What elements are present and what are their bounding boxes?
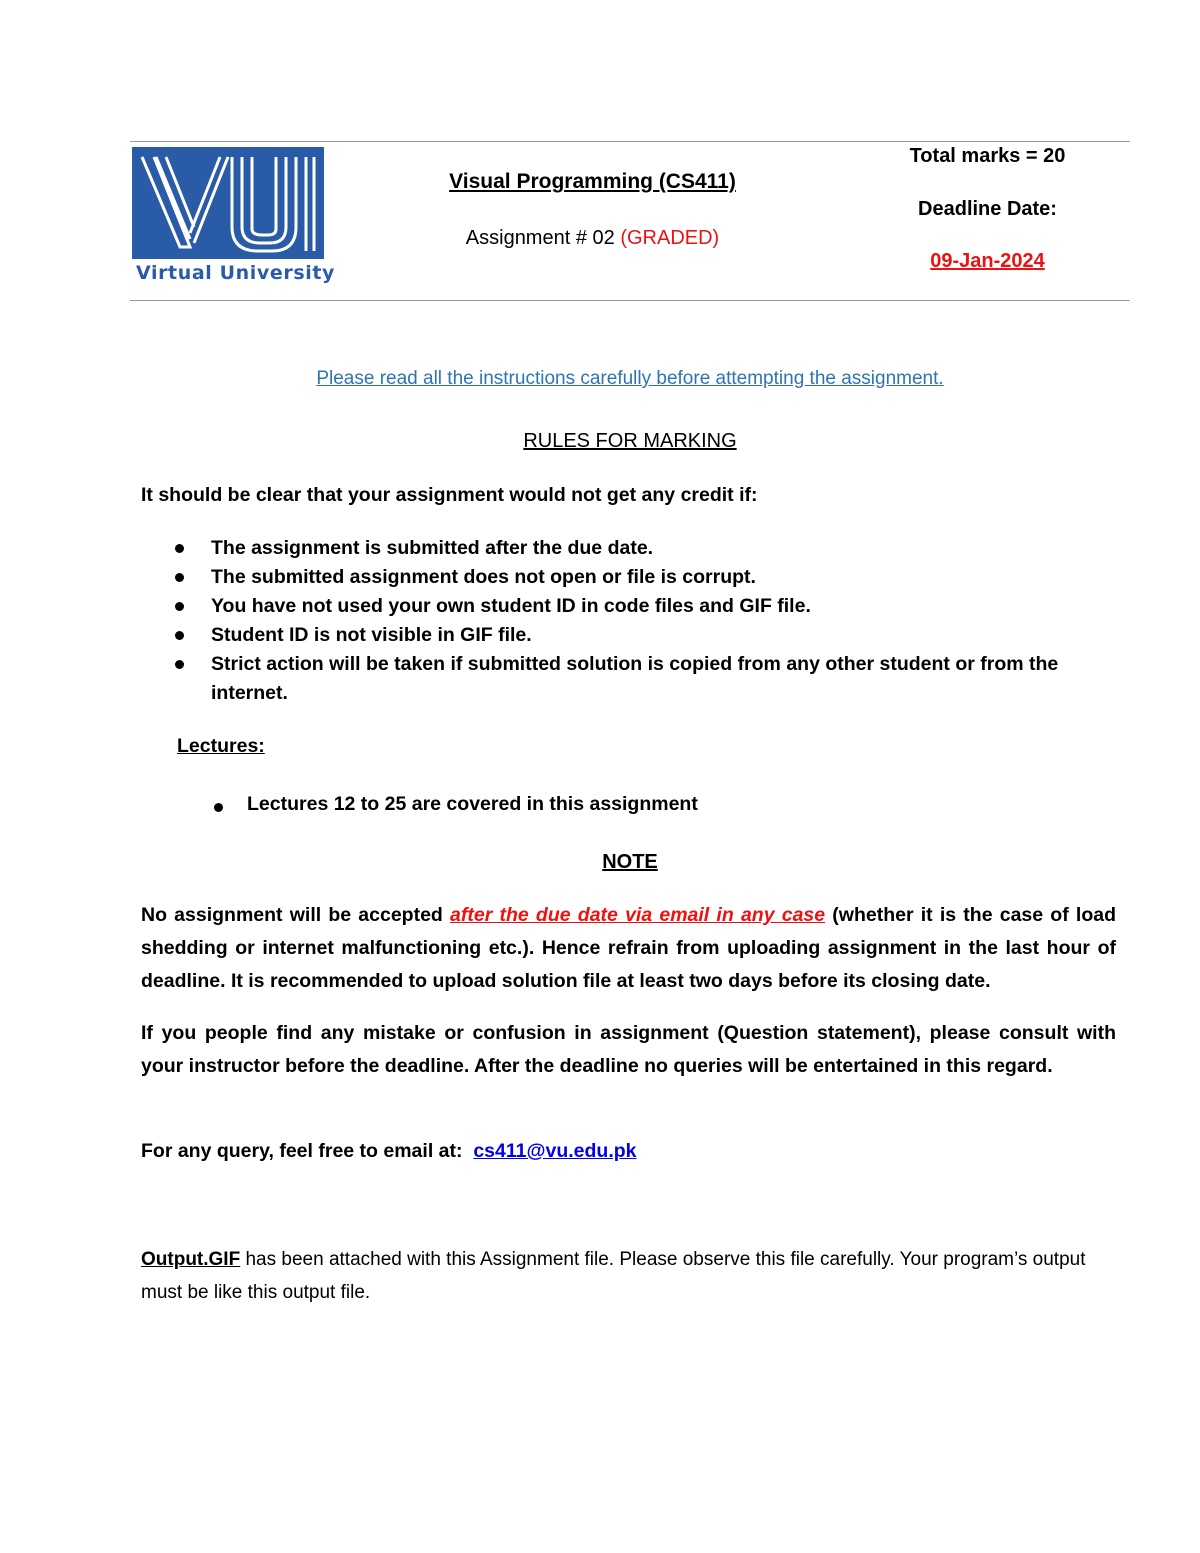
header-bottom-rule: [130, 300, 1130, 301]
bullet-icon: [175, 631, 184, 640]
rules-list: [173, 534, 1133, 708]
rule-text: The submitted assignment does not open or file is corrupt.: [211, 566, 756, 588]
deadline-label: Deadline Date:: [918, 198, 1057, 220]
list-item: [212, 793, 1112, 816]
confusion-paragraph: If you people find any mistake or confusion in assignment (Question statement), please consult with your instructor before the deadline. After the deadline no queries will be entertained in this regard.: [141, 1022, 1116, 1077]
deadline-date: 09-Jan-2024: [930, 250, 1045, 272]
bullet-icon: [175, 544, 184, 553]
rule-text: The assignment is submitted after the due date.: [211, 537, 654, 559]
output-text: has been attached with this Assignment file. Please observe this file carefully. Your program’s output must be like this output file.: [141, 1249, 1086, 1303]
bullet-icon: [175, 660, 184, 669]
output-file-name: Output.GIF: [141, 1249, 241, 1270]
list-item: [173, 534, 1133, 563]
vu-logo-mark: [132, 147, 324, 259]
email-link[interactable]: cs411@vu.edu.pk: [473, 1140, 637, 1162]
list-item: [173, 563, 1133, 592]
list-item: [173, 621, 1133, 650]
bullet-icon: [175, 573, 184, 582]
query-text: For any query, feel free to email at:: [141, 1140, 463, 1162]
total-marks: Total marks = 20: [909, 145, 1066, 167]
lecture-text: Lectures 12 to 25 are covered in this assignment: [247, 793, 698, 815]
lectures-heading: Lectures:: [177, 735, 265, 757]
rules-heading: RULES FOR MARKING: [523, 430, 737, 452]
late-policy-highlight: after the due date via email in any case: [450, 904, 826, 926]
lectures-list: [212, 793, 1112, 816]
read-instructions-note: Please read all the instructions carefully before attempting the assignment.: [316, 368, 944, 389]
assignment-label: Assignment # 02: [465, 227, 615, 249]
output-paragraph: [141, 1243, 1101, 1309]
rules-intro: It should be clear that your assignment would not get any credit if:: [141, 484, 758, 506]
late-submission-paragraph: [141, 899, 1116, 998]
rule-text: Student ID is not visible in GIF file.: [211, 624, 532, 646]
rule-text: Strict action will be taken if submitted solution is copied from any other student or from the internet.: [211, 653, 1059, 704]
rule-text: You have not used your own student ID in code files and GIF file.: [211, 595, 811, 617]
logo-caption: Virtual University: [136, 262, 336, 284]
bullet-icon: [214, 803, 223, 812]
bullet-icon: [175, 602, 184, 611]
paragraph-text: (whether it is the case of load shedding or internet malfunctioning etc.). Hence refrain from uploading assignment in the last hour of deadline. It is recommended to upload solution file at least two days before its closing date.: [141, 904, 1116, 992]
paragraph-text: No assignment will be accepted: [141, 904, 451, 926]
note-heading: NOTE: [602, 851, 658, 873]
query-line: [141, 1140, 637, 1163]
university-logo: [130, 144, 336, 288]
assignment-status: (GRADED): [620, 227, 720, 249]
list-item: [173, 650, 1133, 708]
assignment-line: [330, 227, 855, 250]
header-top-rule: [130, 141, 1130, 142]
course-title: Visual Programming (CS411): [449, 170, 736, 193]
list-item: [173, 592, 1133, 621]
